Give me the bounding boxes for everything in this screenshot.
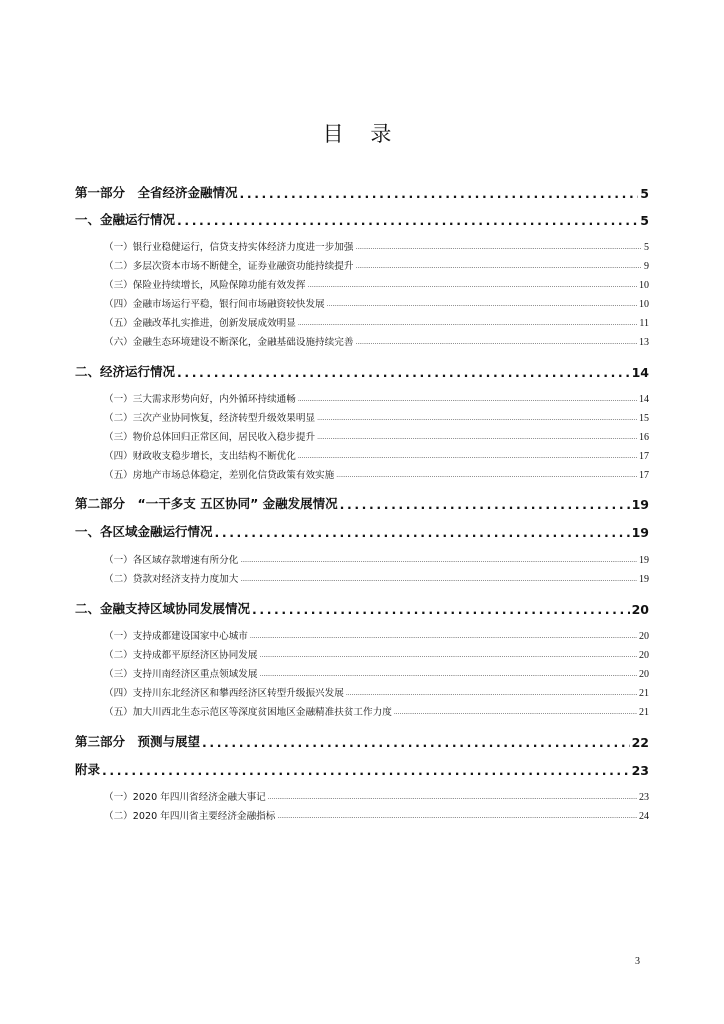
toc-entry[interactable]: [104, 626, 649, 642]
toc-entry[interactable]: [104, 389, 649, 405]
toc-entry-title: （二）支持成都平原经济区协同发展: [104, 650, 258, 661]
toc-entry-page: 5: [640, 186, 649, 201]
toc-entry-title: （一）支持成都建设国家中心城市: [104, 631, 248, 642]
toc-entry[interactable]: [104, 294, 649, 310]
page-number: 3: [635, 956, 640, 967]
toc-entry-title: 一、各区域金融运行情况: [75, 524, 213, 539]
toc-entry-page: 14: [639, 394, 649, 405]
toc-entry-page: 5: [640, 213, 649, 228]
page-title: 目 录: [322, 122, 402, 146]
toc-entry-page: 14: [631, 365, 649, 380]
dot-leader: [325, 299, 637, 310]
toc-entry-page: 17: [639, 470, 649, 481]
toc-entry[interactable]: [104, 550, 649, 566]
dot-leader: [334, 470, 637, 481]
toc-entry-title: 附录: [75, 762, 101, 777]
toc-entry-page: 13: [639, 337, 649, 348]
toc-entry[interactable]: [104, 683, 649, 699]
toc-entry-page: 19: [631, 525, 649, 540]
toc-entry-title: （六）金融生态环境建设不断深化，金融基础设施持续完善: [104, 337, 354, 348]
toc-entry-page: 19: [639, 574, 649, 585]
dot-leader: [392, 707, 637, 718]
toc-entry[interactable]: [104, 446, 649, 462]
toc-entry[interactable]: [75, 730, 649, 750]
dot-leader: [353, 261, 642, 272]
toc-entry-title: （二）多层次资本市场不断健全，证券业融资功能持续提升: [104, 261, 354, 272]
toc-entry[interactable]: [104, 664, 649, 680]
toc-entry[interactable]: [75, 492, 649, 512]
toc-entry[interactable]: [104, 256, 649, 272]
toc-entry-title: （三）保险业持续增长，风险保障功能有效发挥: [104, 280, 306, 291]
dot-leader: [248, 631, 637, 642]
dot-leader: [353, 242, 642, 253]
toc-entry-title: （三）物价总体回归正常区间，居民收入稳步提升: [104, 432, 316, 443]
dot-leader: [275, 811, 637, 822]
toc-entry[interactable]: [104, 569, 649, 585]
toc-entry-title: 第一部分 全省经济金融情况: [75, 185, 238, 200]
toc-entry[interactable]: [75, 597, 649, 617]
dot-leader: [258, 669, 638, 680]
dot-leader: [175, 213, 638, 228]
toc-entry-title: （二）三次产业协同恢复，经济转型升级效果明显: [104, 413, 316, 424]
toc-entry-title: （四）金融市场运行平稳，银行间市场融资较快发展: [104, 299, 325, 310]
toc-entry-page: 11: [639, 318, 649, 329]
toc-entry-title: 一、金融运行情况: [75, 212, 176, 227]
toc-entry-page: 24: [639, 811, 649, 822]
toc-entry-title: （一）三大需求形势向好，内外循环持续通畅: [104, 394, 296, 405]
toc-entry-title: （一）2020 年四川省经济金融大事记: [104, 792, 266, 803]
toc-entry-title: （四）支持川东北经济区和攀西经济区转型升级振兴发展: [104, 688, 344, 699]
toc-entry-title: （四）财政收支稳步增长，支出结构不断优化: [104, 451, 296, 462]
dot-leader: [266, 792, 637, 803]
toc-entry[interactable]: [75, 758, 649, 778]
dot-leader: [238, 574, 637, 585]
toc-entry-page: 20: [631, 602, 649, 617]
dot-leader: [258, 650, 638, 661]
toc-entry[interactable]: [75, 360, 649, 380]
toc-entry-page: 19: [631, 497, 649, 512]
toc-entry-title: 第二部分 “一干多支 五区协同” 金融发展情况: [75, 496, 338, 511]
toc-entry-title: （一）各区域存款增速有所分化: [104, 555, 239, 566]
toc-entry-page: 10: [639, 299, 649, 310]
toc-entry[interactable]: [75, 208, 649, 228]
toc-entry-page: 21: [639, 707, 649, 718]
toc-entry[interactable]: [104, 702, 649, 718]
dot-leader: [353, 337, 637, 348]
toc-entry[interactable]: [104, 275, 649, 291]
dot-leader: [238, 186, 639, 201]
dot-leader: [296, 451, 637, 462]
toc-entry[interactable]: [75, 181, 649, 201]
dot-leader: [238, 555, 637, 566]
toc-entry-page: 17: [639, 451, 649, 462]
dot-leader: [315, 413, 637, 424]
dot-leader: [100, 763, 630, 778]
toc-entry-title: （三）支持川南经济区重点领域发展: [104, 669, 258, 680]
toc-entry[interactable]: [104, 313, 649, 329]
toc-entry-title: 二、经济运行情况: [75, 364, 176, 379]
dot-leader: [296, 394, 637, 405]
toc-entry[interactable]: [104, 427, 649, 443]
toc-entry[interactable]: [104, 465, 649, 481]
toc-entry-page: 20: [639, 631, 649, 642]
toc-entry-page: 19: [639, 555, 649, 566]
toc-entry[interactable]: [104, 237, 649, 253]
toc-entry[interactable]: [104, 408, 649, 424]
toc-entry-title: （一）银行业稳健运行，信贷支持实体经济力度进一步加强: [104, 242, 354, 253]
dot-leader: [338, 497, 630, 512]
toc-entry-page: 22: [631, 735, 649, 750]
dot-leader: [200, 735, 630, 750]
dot-leader: [250, 602, 630, 617]
dot-leader: [175, 365, 630, 380]
toc-entry-page: 15: [639, 413, 649, 424]
dot-leader: [305, 280, 637, 291]
toc-entry-page: 9: [644, 261, 649, 272]
toc-entry-page: 10: [639, 280, 649, 291]
toc-entry-title: （五）金融改革扎实推进，创新发展成效明显: [104, 318, 296, 329]
toc-entry-page: 20: [639, 650, 649, 661]
dot-leader: [296, 318, 637, 329]
toc-entry-page: 20: [639, 669, 649, 680]
toc-entry-title: 二、金融支持区域协同发展情况: [75, 601, 251, 616]
dot-leader: [315, 432, 637, 443]
toc-entry-title: （二）贷款对经济支持力度加大: [104, 574, 239, 585]
toc-entry[interactable]: [104, 645, 649, 661]
toc-entry[interactable]: [104, 332, 649, 348]
toc-entry-page: 23: [631, 763, 649, 778]
toc-entry-title: （五）加大川西北生态示范区等深度贫困地区金融精准扶贫工作力度: [104, 707, 392, 718]
toc-entry[interactable]: [104, 787, 649, 803]
toc-entry-page: 21: [639, 688, 649, 699]
toc-entry-page: 23: [639, 792, 649, 803]
dot-leader: [213, 525, 630, 540]
toc-entry[interactable]: [104, 806, 649, 822]
toc-entry-page: 5: [644, 242, 649, 253]
dot-leader: [344, 688, 637, 699]
toc-entry-title: （五）房地产市场总体稳定，差别化信贷政策有效实施: [104, 470, 335, 481]
toc-entry[interactable]: [75, 520, 649, 540]
toc-entry-title: 第三部分 预测与展望: [75, 734, 201, 749]
toc-entry-title: （二）2020 年四川省主要经济金融指标: [104, 811, 276, 822]
toc-entry-page: 16: [639, 432, 649, 443]
